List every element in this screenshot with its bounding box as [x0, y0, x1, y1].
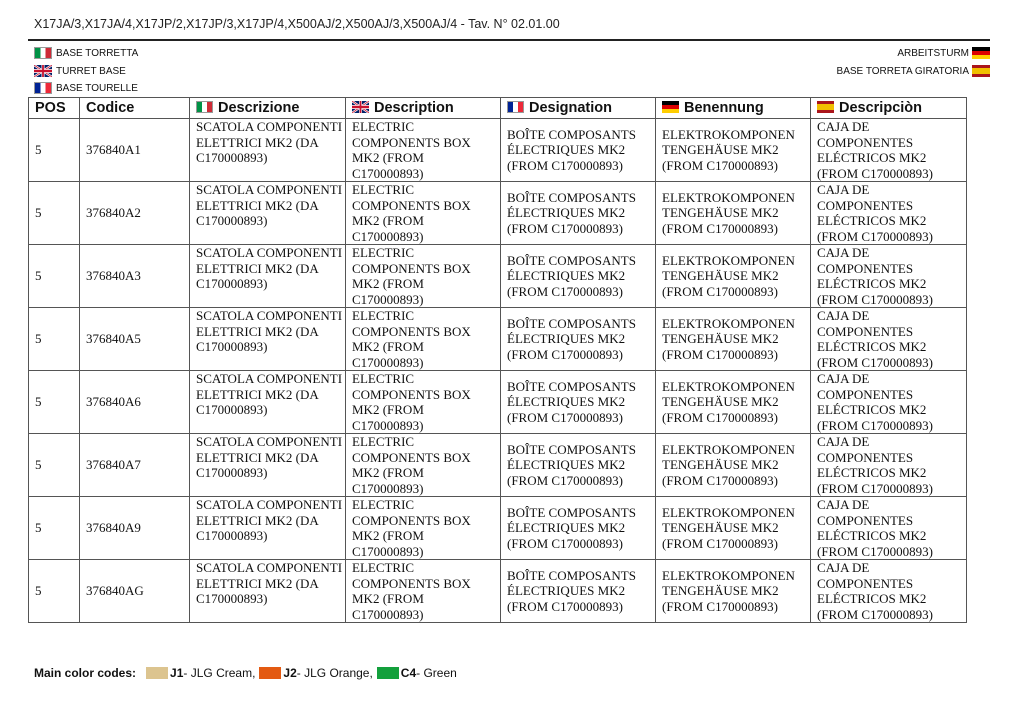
section-name-fr: [34, 80, 138, 96]
es-flag-icon: [972, 65, 990, 77]
header-benennung: [656, 98, 811, 119]
cell-code: 376840A6: [80, 371, 190, 434]
table-row: [29, 371, 967, 434]
cell-designation: BOÎTE COMPOSANTS ÉLECTRIQUES MK2 (FROM C170000893): [501, 371, 656, 434]
fr-flag-icon: [34, 82, 52, 94]
cell-designation: BOÎTE COMPOSANTS ÉLECTRIQUES MK2 (FROM C170000893): [501, 497, 656, 560]
green-swatch: [377, 667, 399, 679]
cell-descripcion: CAJA DE COMPONENTES ELÉCTRICOS MK2 (FROM C170000893): [811, 308, 967, 371]
cell-designation: BOÎTE COMPOSANTS ÉLECTRIQUES MK2 (FROM C170000893): [501, 119, 656, 182]
table-row: [29, 308, 967, 371]
color-label-c4: - Green: [416, 666, 457, 680]
cell-descripcion: CAJA DE COMPONENTES ELÉCTRICOS MK2 (FROM C170000893): [811, 245, 967, 308]
orange-swatch: [259, 667, 281, 679]
cell-benennung: ELEKTROKOMPONEN TENGEHÄUSE MK2 (FROM C170000893): [656, 560, 811, 623]
table-row: [29, 434, 967, 497]
section-name-en-text: TURRET BASE: [56, 65, 126, 77]
cell-code: 376840A7: [80, 434, 190, 497]
it-flag-icon: [196, 101, 213, 113]
cell-descrizione: SCATOLA COMPONENTI ELETTRICI MK2 (DA C170000893): [190, 497, 346, 560]
cell-descrizione: SCATOLA COMPONENTI ELETTRICI MK2 (DA C170000893): [190, 119, 346, 182]
header-descripcion-label: Descripciòn: [839, 100, 922, 116]
cell-descripcion: CAJA DE COMPONENTES ELÉCTRICOS MK2 (FROM C170000893): [811, 434, 967, 497]
fr-flag-icon: [507, 101, 524, 113]
cell-code: 376840A5: [80, 308, 190, 371]
cell-benennung: ELEKTROKOMPONEN TENGEHÄUSE MK2 (FROM C170000893): [656, 434, 811, 497]
cell-pos: 5: [29, 245, 80, 308]
table-row: [29, 182, 967, 245]
cell-designation: BOÎTE COMPOSANTS ÉLECTRIQUES MK2 (FROM C170000893): [501, 308, 656, 371]
header-descrizione-label: Descrizione: [218, 100, 300, 116]
cell-descripcion: CAJA DE COMPONENTES ELÉCTRICOS MK2 (FROM C170000893): [811, 182, 967, 245]
section-name-de-text: ARBEITSTURM: [897, 47, 969, 59]
table-header-row: [29, 98, 967, 119]
cream-swatch: [146, 667, 168, 679]
cell-pos: 5: [29, 434, 80, 497]
cell-pos: 5: [29, 560, 80, 623]
cell-pos: 5: [29, 371, 80, 434]
cell-descripcion: CAJA DE COMPONENTES ELÉCTRICOS MK2 (FROM C170000893): [811, 497, 967, 560]
cell-benennung: ELEKTROKOMPONEN TENGEHÄUSE MK2 (FROM C170000893): [656, 308, 811, 371]
cell-pos: 5: [29, 182, 80, 245]
cell-descrizione: SCATOLA COMPONENTI ELETTRICI MK2 (DA C170000893): [190, 560, 346, 623]
de-flag-icon: [662, 101, 679, 113]
header-codice: Codice: [80, 98, 190, 119]
uk-flag-icon: [34, 65, 52, 77]
cell-description: ELECTRIC COMPONENTS BOX MK2 (FROM C170000893): [346, 245, 501, 308]
section-name-fr-text: BASE TOURELLE: [56, 82, 138, 94]
header-pos: POS: [29, 98, 80, 119]
cell-description: ELECTRIC COMPONENTS BOX MK2 (FROM C170000893): [346, 119, 501, 182]
cell-designation: BOÎTE COMPOSANTS ÉLECTRIQUES MK2 (FROM C170000893): [501, 560, 656, 623]
color-codes-lead: Main color codes:: [34, 666, 137, 680]
header-descrizione: [190, 98, 346, 119]
table-row: [29, 497, 967, 560]
cell-description: ELECTRIC COMPONENTS BOX MK2 (FROM C170000893): [346, 182, 501, 245]
cell-code: 376840A3: [80, 245, 190, 308]
color-code-j2: J2: [283, 666, 297, 680]
cell-description: ELECTRIC COMPONENTS BOX MK2 (FROM C170000893): [346, 497, 501, 560]
color-label-j2: - JLG Orange,: [296, 666, 373, 680]
header-description-label: Description: [374, 100, 454, 116]
cell-benennung: ELEKTROKOMPONEN TENGEHÄUSE MK2 (FROM C170000893): [656, 182, 811, 245]
table-row: [29, 560, 967, 623]
color-code-c4: C4: [400, 666, 417, 680]
cell-description: ELECTRIC COMPONENTS BOX MK2 (FROM C170000893): [346, 434, 501, 497]
section-name-en: [34, 63, 126, 79]
header-description: [346, 98, 501, 119]
de-flag-icon: [972, 47, 990, 59]
cell-descrizione: SCATOLA COMPONENTI ELETTRICI MK2 (DA C170000893): [190, 434, 346, 497]
cell-designation: BOÎTE COMPOSANTS ÉLECTRIQUES MK2 (FROM C170000893): [501, 245, 656, 308]
header-designation: [501, 98, 656, 119]
cell-description: ELECTRIC COMPONENTS BOX MK2 (FROM C170000893): [346, 560, 501, 623]
cell-descripcion: CAJA DE COMPONENTES ELÉCTRICOS MK2 (FROM C170000893): [811, 560, 967, 623]
cell-descrizione: SCATOLA COMPONENTI ELETTRICI MK2 (DA C170000893): [190, 245, 346, 308]
cell-designation: BOÎTE COMPOSANTS ÉLECTRIQUES MK2 (FROM C170000893): [501, 182, 656, 245]
document-title: X17JA/3,X17JA/4,X17JP/2,X17JP/3,X17JP/4,X500AJ/2,X500AJ/3,X500AJ/4 - Tav. N° 02.01.00: [34, 17, 560, 31]
color-label-j1: - JLG Cream,: [183, 666, 256, 680]
cell-benennung: ELEKTROKOMPONEN TENGEHÄUSE MK2 (FROM C170000893): [656, 371, 811, 434]
table-row: [29, 245, 967, 308]
cell-descrizione: SCATOLA COMPONENTI ELETTRICI MK2 (DA C170000893): [190, 308, 346, 371]
cell-benennung: ELEKTROKOMPONEN TENGEHÄUSE MK2 (FROM C170000893): [656, 119, 811, 182]
cell-descrizione: SCATOLA COMPONENTI ELETTRICI MK2 (DA C170000893): [190, 182, 346, 245]
cell-description: ELECTRIC COMPONENTS BOX MK2 (FROM C170000893): [346, 371, 501, 434]
parts-table: [28, 97, 967, 623]
cell-descrizione: SCATOLA COMPONENTI ELETTRICI MK2 (DA C170000893): [190, 371, 346, 434]
section-name-it: [34, 45, 138, 61]
header-benennung-label: Benennung: [684, 100, 764, 116]
es-flag-icon: [817, 101, 834, 113]
section-name-es: [837, 63, 990, 79]
title-divider: [28, 39, 990, 41]
cell-code: 376840A2: [80, 182, 190, 245]
cell-code: 376840AG: [80, 560, 190, 623]
cell-description: ELECTRIC COMPONENTS BOX MK2 (FROM C170000893): [346, 308, 501, 371]
cell-designation: BOÎTE COMPOSANTS ÉLECTRIQUES MK2 (FROM C170000893): [501, 434, 656, 497]
section-name-it-text: BASE TORRETTA: [56, 47, 139, 59]
section-name-de: [897, 45, 990, 61]
header-designation-label: Designation: [529, 100, 612, 116]
cell-pos: 5: [29, 497, 80, 560]
section-name-es-text: BASE TORRETA GIRATORIA: [836, 65, 969, 77]
cell-code: 376840A9: [80, 497, 190, 560]
color-codes-legend: [34, 666, 461, 680]
header-descripcion: [811, 98, 967, 119]
cell-benennung: ELEKTROKOMPONEN TENGEHÄUSE MK2 (FROM C170000893): [656, 497, 811, 560]
cell-benennung: ELEKTROKOMPONEN TENGEHÄUSE MK2 (FROM C170000893): [656, 245, 811, 308]
cell-descripcion: CAJA DE COMPONENTES ELÉCTRICOS MK2 (FROM C170000893): [811, 119, 967, 182]
table-row: [29, 119, 967, 182]
cell-pos: 5: [29, 119, 80, 182]
color-code-j1: J1: [170, 666, 184, 680]
it-flag-icon: [34, 47, 52, 59]
uk-flag-icon: [352, 101, 369, 113]
cell-code: 376840A1: [80, 119, 190, 182]
cell-descripcion: CAJA DE COMPONENTES ELÉCTRICOS MK2 (FROM C170000893): [811, 371, 967, 434]
cell-pos: 5: [29, 308, 80, 371]
